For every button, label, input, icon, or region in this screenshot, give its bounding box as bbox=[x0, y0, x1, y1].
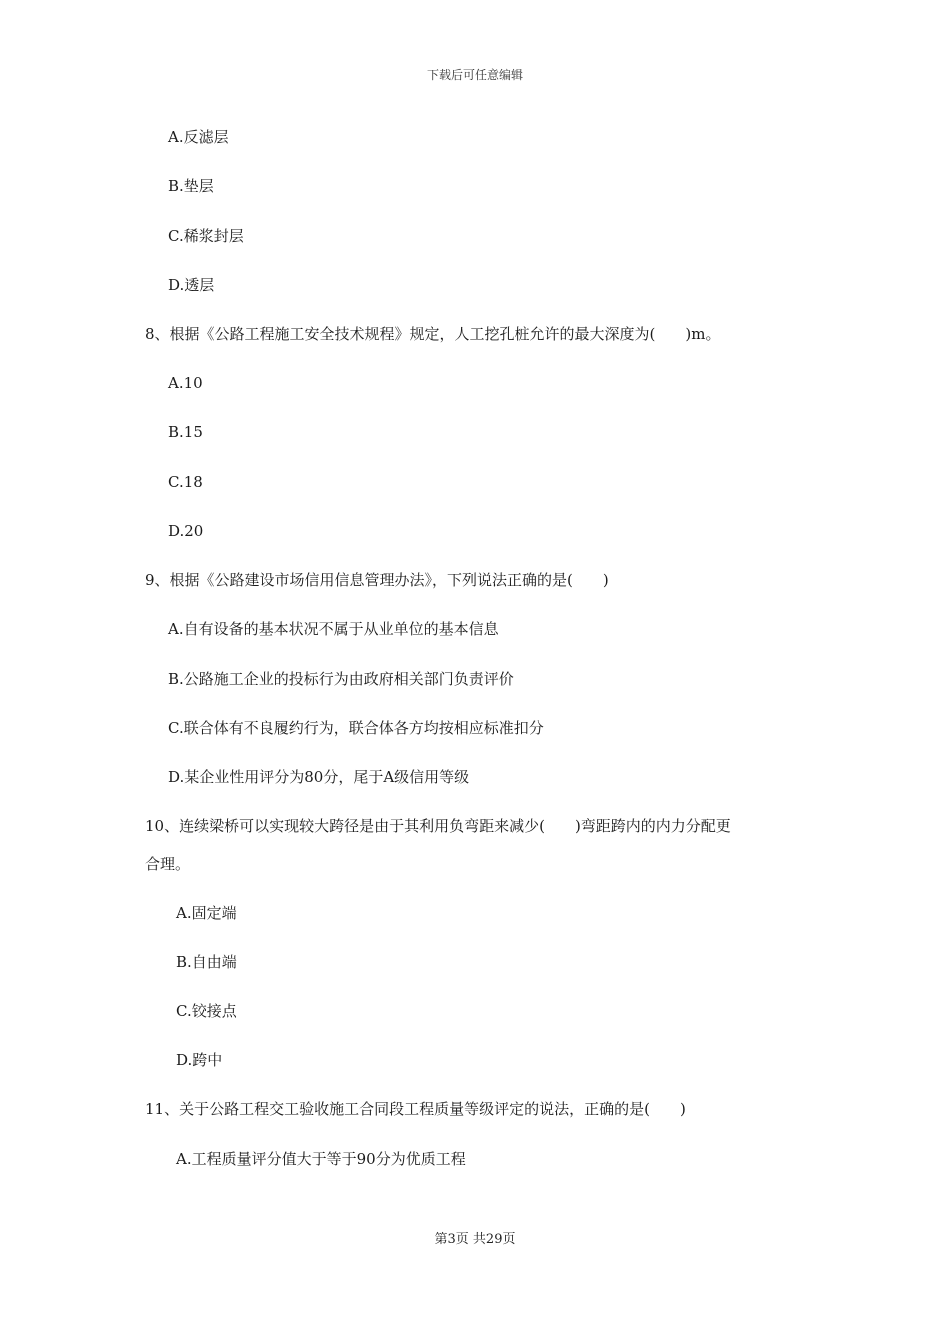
page-footer: 第3页 共29页 bbox=[434, 1232, 516, 1247]
q9-stem: 9、根据《公路建设市场信用信息管理办法》，下列说法正确的是( ) bbox=[145, 571, 609, 589]
q8-option-b: B.15 bbox=[168, 423, 203, 441]
q9-option-d: D.某企业性用评分为80分，尾于A级信用等级 bbox=[168, 768, 470, 786]
q11-stem: 11、关于公路工程交工验收施工合同段工程质量等级评定的说法，正确的是( ) bbox=[145, 1100, 686, 1118]
q11-option-a: A.工程质量评分值大于等于90分为优质工程 bbox=[176, 1150, 466, 1168]
q9-option-b: B.公路施工企业的投标行为由政府相关部门负责评价 bbox=[168, 670, 514, 688]
q7-option-a: A.反滤层 bbox=[168, 128, 229, 146]
q8-stem: 8、根据《公路工程施工安全技术规程》规定，人工挖孔桩允许的最大深度为( )m。 bbox=[145, 325, 721, 343]
q9-option-a: A.自有设备的基本状况不属于从业单位的基本信息 bbox=[168, 620, 499, 638]
q10-option-b: B.自由端 bbox=[176, 953, 237, 971]
q8-option-c: C.18 bbox=[168, 473, 203, 491]
q10-option-a: A.固定端 bbox=[176, 904, 237, 922]
q7-option-b: B.垫层 bbox=[168, 177, 214, 195]
q8-option-d: D.20 bbox=[168, 522, 204, 540]
header-note: 下载后可任意编辑 bbox=[426, 68, 523, 82]
q10-stem-line1: 10、连续梁桥可以实现较大跨径是由于其利用负弯距来减少( )弯距跨内的内力分配更 bbox=[145, 817, 731, 835]
q10-option-c: C.铰接点 bbox=[176, 1002, 237, 1020]
q10-option-d: D.跨中 bbox=[176, 1051, 223, 1069]
q10-stem-line2: 合理。 bbox=[145, 855, 191, 873]
q7-option-d: D.透层 bbox=[168, 276, 215, 294]
q8-option-a: A.10 bbox=[168, 374, 203, 392]
q7-option-c: C.稀浆封层 bbox=[168, 227, 244, 245]
q9-option-c: C.联合体有不良履约行为，联合体各方均按相应标准扣分 bbox=[168, 719, 544, 737]
